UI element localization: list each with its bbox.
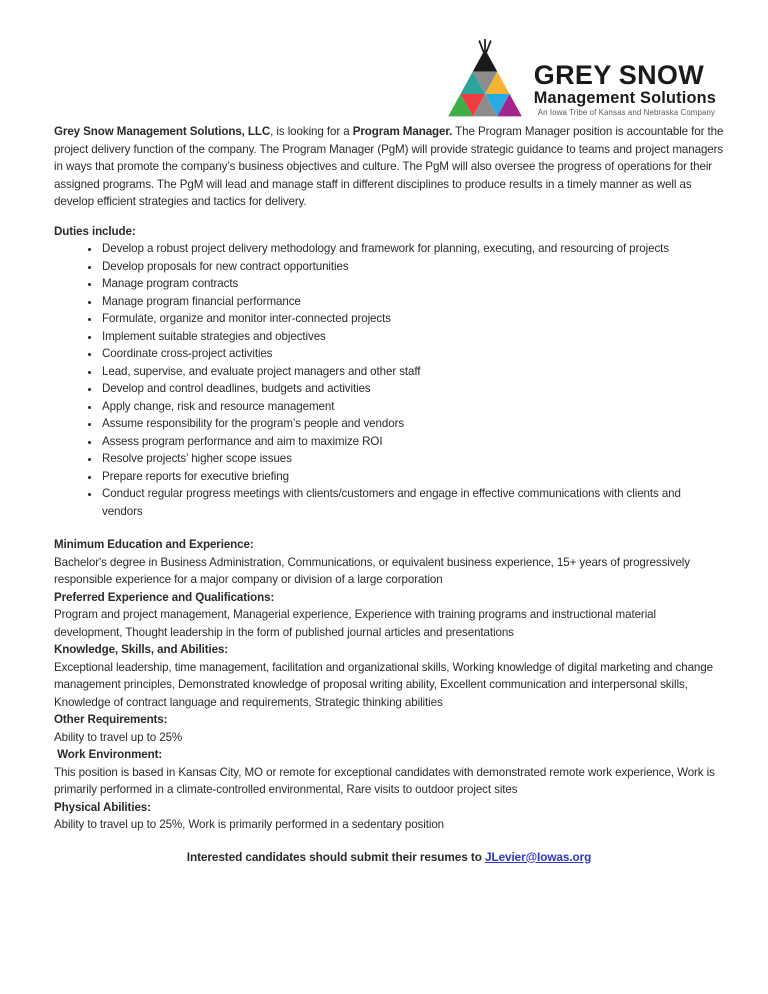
section-body: This position is based in Kansas City, MO or remote for exceptional candidates with demonstrated remote work experience, Work is primarily performed in a climate-controlled environmental, Rare visits to outdoor project sites (54, 765, 715, 796)
section-body: Program and project management, Managerial experience, Experience with training programs and instructional material development, Thought leadership in the form of published journal articles and presentations (54, 608, 656, 639)
job-title-text: Program Manager. (352, 125, 453, 138)
duty-item: • Coordinate cross-project activities (100, 345, 724, 363)
duty-item: • Prepare reports for executive briefing (100, 468, 724, 486)
logo-division-name: Management Solutions (533, 89, 716, 107)
section (54, 746, 724, 799)
duties-list (54, 240, 724, 520)
section-heading: Preferred Experience and Qualifications: (54, 590, 275, 604)
duty-item: • Lead, supervise, and evaluate project managers and other staff (100, 363, 724, 381)
section (54, 799, 724, 834)
section-heading: Work Environment: (54, 748, 163, 761)
logo-company-name: GREY SNOW (533, 60, 705, 90)
section-body: Ability to travel up to 25% (54, 730, 183, 744)
intro-text-1: , is looking for a (270, 125, 353, 138)
footer-call-to-action (54, 849, 724, 867)
logo-text-block (534, 38, 716, 118)
duty-item: • Implement suitable strategies and objectives (100, 328, 724, 346)
company-name-text: Grey Snow Management Solutions, LLC (54, 125, 271, 138)
section (54, 711, 724, 746)
duty-item: • Formulate, organize and monitor inter-connected projects (100, 310, 724, 328)
logo-tagline: An Iowa Tribe of Kansas and Nebraska Company (537, 108, 715, 117)
duty-item: • Develop and control deadlines, budgets and activities (100, 380, 724, 398)
section (54, 589, 724, 642)
teepee-logo-icon (445, 38, 525, 118)
section-body: Ability to travel up to 25%, Work is primarily performed in a sedentary position (54, 818, 445, 831)
section-body: Exceptional leadership, time management, facilitation and organizational skills, Working knowledge of digital marketing and change management principles, Demonstrated knowledge of proposal writing ability, Excellent communication and interpersonal skills, Knowledge of contract language and requirements, Strategic thinking abilities (54, 660, 713, 709)
duty-item: • Manage program financial performance (100, 293, 724, 311)
duty-item: • Assess program performance and aim to maximize ROI (100, 433, 724, 451)
section-heading: Other Requirements: (54, 713, 168, 726)
company-logo (445, 38, 716, 118)
section-heading: Physical Abilities: (54, 800, 151, 814)
footer-text: Interested candidates should submit their resumes to (186, 849, 486, 864)
duty-item: • Manage program contracts (100, 275, 724, 293)
duty-item: • Apply change, risk and resource management (100, 398, 724, 416)
requirement-sections (54, 536, 724, 834)
email-link[interactable]: JLevier@Iowas.org (485, 849, 592, 864)
job-posting-document (54, 123, 724, 866)
intro-paragraph (54, 123, 724, 211)
duty-item: • Develop a robust project delivery methodology and framework for planning, executing, and resourcing of projects (100, 240, 724, 258)
intro-text-2: The Program Manager position is accountable for the project delivery function of the company. The Program Manager (PgM) will provide strategic guidance to teams and project managers in ways that promote the company’s business objectives and culture. The PgM will also oversee the progress of operations for their assigned programs. The PgM will lead and manage staff in different disciplines to produce results in a timely manner as well as develop efficient strategies and tactics for delivery. (54, 125, 724, 208)
section (54, 641, 724, 711)
duty-item: • Conduct regular progress meetings with clients/customers and engage in effective communications with clients and vendors (100, 485, 724, 520)
duties-heading: Duties include: (54, 224, 136, 238)
section-body: Bachelor's degree in Business Administration, Communications, or equivalent business experience, 15+ years of progressively responsible experience for a major company or division of a large corporation (54, 555, 690, 586)
duty-item: • Develop proposals for new contract opportunities (100, 258, 724, 276)
section (54, 536, 724, 589)
section-heading: Knowledge, Skills, and Abilities: (54, 643, 229, 656)
section-heading: Minimum Education and Experience: (54, 538, 254, 551)
duty-item: • Resolve projects’ higher scope issues (100, 450, 724, 468)
duty-item: • Assume responsibility for the program’s people and vendors (100, 415, 724, 433)
